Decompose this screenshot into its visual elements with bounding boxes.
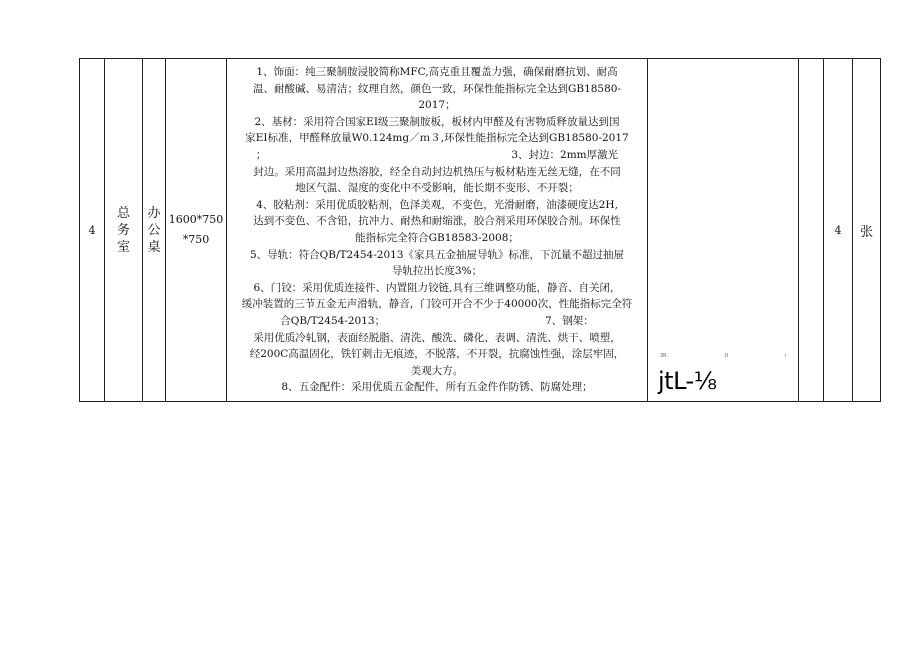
item-name-cell	[143, 59, 166, 402]
desc-line: 3、封边：2mm厚激光	[511, 149, 619, 162]
quantity-cell: 4	[824, 59, 853, 402]
desc-line: 5、导轨：符合QB/T2454-2013《家具五金抽屉导轨》标准，下沉量不超过抽屉	[249, 248, 625, 261]
desc-line: 美观大方。	[410, 364, 464, 377]
desc-line: 2、基材：采用符合国家EI级三聚制胺板，板材内甲醛及有害物质释放量达到国	[254, 115, 620, 128]
desc-line: 4、胶粘剂：采用优质胶粘剂，色泽美观，不变色，光滑耐磨，油漆硬度达2H,	[256, 198, 618, 211]
desc-line: 合QB/T2454-2013；	[280, 314, 386, 327]
desc-line: 家EI标准，甲醛释放量W0.124mg／ｍ３,环保性能指标完全达到GB18580-2017	[245, 132, 629, 145]
row-number: 4	[80, 59, 105, 402]
image-caption-faint	[660, 353, 786, 359]
desc-line: 温、耐酸碱、易清洁；纹理自然，颜色一致，环保性能指标完全达到GB18580-	[252, 82, 622, 95]
desc-line: 达到不变色、不含铅，抗冲力、耐热和耐缩涨，胶合剂采用环保胶合剂。环保性	[253, 215, 621, 228]
department-cell	[105, 59, 143, 402]
desc-line: ；	[255, 149, 267, 162]
desc-line: 2017；	[418, 99, 456, 112]
blank-cell	[799, 59, 824, 402]
desc-line: 6、门铰：采用优质连接件、内置阻力铰链,具有三维调整功能，静音、自关闭，	[253, 281, 621, 294]
desc-line-wrap	[227, 147, 647, 164]
desc-line: 地区气温、湿度的变化中不受影响，能长期不变形、不开裂；	[295, 182, 579, 195]
faint-text: U	[724, 353, 729, 359]
item-name-text: 办 公 桌	[147, 205, 161, 255]
spec-table	[79, 58, 881, 402]
desc-line: 导轨拉出长度3%；	[391, 265, 483, 278]
desc-line: 采用优质冷轧钢，表面经脱脂、清洗、酸洗、磷化、表调、清洗、烘干、喷塑，	[253, 331, 621, 344]
desc-line: 缓冲装置的三节五金无声滑轨，静音，门铰可开合不少于40000次，性能指标完全符	[241, 298, 633, 311]
image-mark-text: jtL-⅛	[658, 367, 717, 395]
department-text: 总 务 室	[116, 205, 130, 255]
faint-text: i	[784, 353, 786, 359]
faint-text: 3R.	[660, 353, 669, 359]
desc-line: 7、钢架：	[545, 314, 594, 327]
size-cell: 1600*750 *750	[166, 59, 227, 402]
unit-cell: 张	[853, 59, 881, 402]
desc-line: 1、饰面：纯三聚制胺浸胶简称MFC,高克重且覆盖力强，确保耐磨抗划、耐高	[256, 66, 618, 79]
description-cell	[227, 59, 648, 402]
product-image-cell	[648, 59, 799, 402]
desc-line: 封边。采用高温封边热溶胶，经全自动封边机热压与板材粘连无丝无缝，在不同	[253, 165, 621, 178]
desc-line-wrap	[227, 313, 647, 330]
desc-line: 8、五金配件：采用优质五金配件，所有五金件作防锈、防腐处理；	[281, 381, 593, 394]
desc-line: 经200C高温固化，铁钉刺击无痕迹，不脱落，不开裂，抗腐蚀性强，涂层牢固，	[249, 348, 625, 361]
table-row	[80, 59, 881, 402]
desc-line: 能指标完全符合GB18583-2008；	[355, 232, 519, 244]
